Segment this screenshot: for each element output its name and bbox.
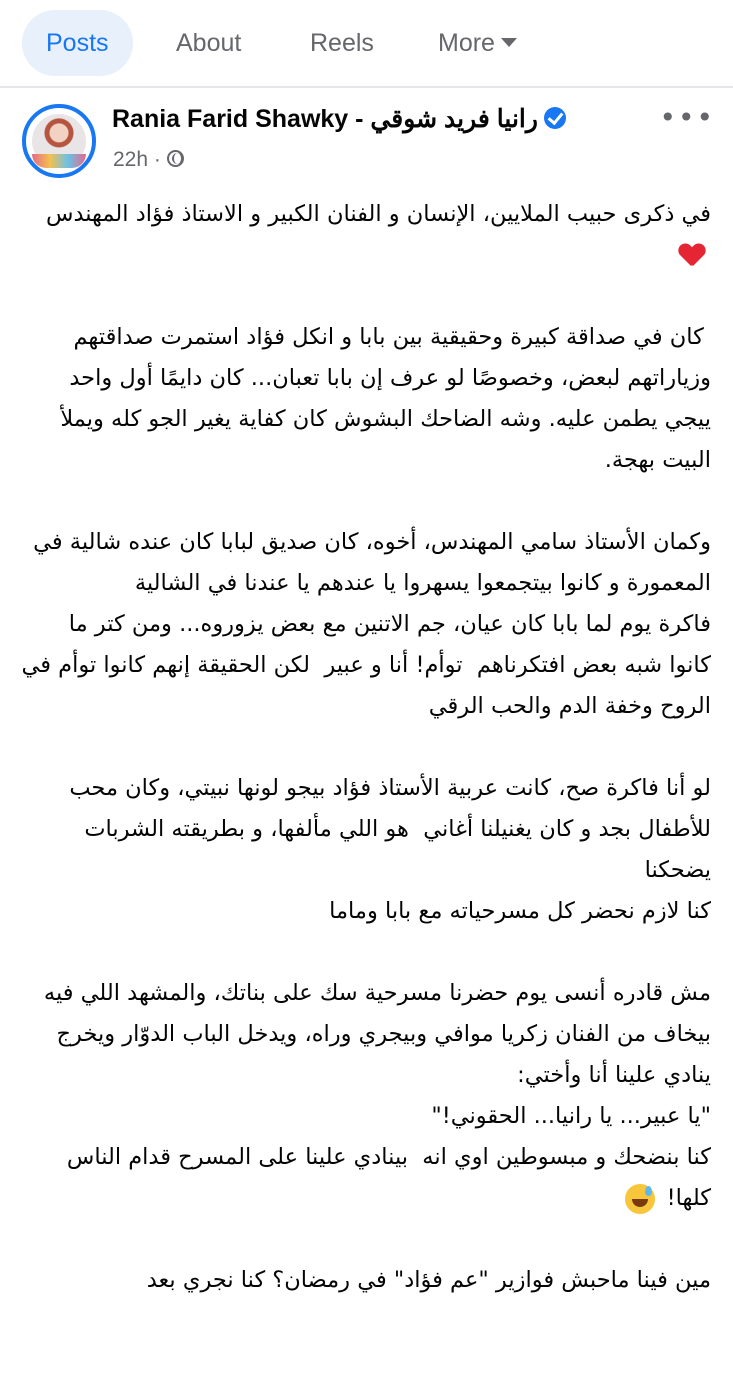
avatar[interactable] [22,104,96,178]
post-paragraph: كان في صداقة كبيرة وحقيقية بين بابا و انكل فؤاد استمرت صداقتهم وزياراتهم لبعض، وخصوصًا لو عرف إن بابا تعبان... كان دايمًا أول واحد ييجي يطمن عليه. وشه الضاحك البشوش كان كفاية يغير الجو كله ويملأ البيت بهجة. [53,324,711,473]
verified-badge-icon [544,107,566,129]
paragraph-spacer [20,481,711,522]
post-paragraph-text: في ذكرى حبيب الملايين، الإنسان و الفنان الكبير و الاستاذ فؤاد المهندس [45,201,711,227]
tab-more[interactable] [438,10,517,76]
more-options-icon[interactable]: ••• [659,101,715,134]
post-paragraph: لو أنا فاكرة صح، كانت عربية الأستاذ فؤاد بيجو لونها نبيتي، وكان محب للأطفال بجد و كان يغنيلنا أغاني هو اللي مألفها، و بطريقته الشربات يضحكنا كنا لازم نحضر كل مسرحياته مع بابا وماما [69,775,711,924]
tab-more-label: More [438,29,495,57]
post-meta-separator: · [153,148,161,171]
tab-about[interactable]: About [176,29,242,57]
post-paragraph: وكمان الأستاذ سامي المهندس، أخوه، كان صديق لبابا كان عنده شالية في المعمورة و كانوا بيتجمعوا يسهروا يا عندهم يا عندنا في الشالية فاكرة يوم لما بابا كان عيان، جم الاتنين مع بعض يزوروه... ومن كتر ما كانوا شبه بعض افتكرناهم توأم! أنا و عبير لكن الحقيقة إنهم كانوا توأم في الروح وخفة الدم والحب الرقي [21,529,711,719]
paragraph-spacer [20,1219,711,1260]
avatar-decoration [32,154,86,168]
post-timestamp[interactable]: 22h [113,148,149,171]
paragraph-spacer [20,727,711,768]
profile-tabs [0,0,733,88]
post-meta [113,148,184,172]
post-paragraph-text: مش قادره أنسى يوم حضرنا مسرحية سك على بناتك، والمشهد اللي فيه بيخاف من الفنان زكريا موافي وبيجري وراه، ويدخل الباب الدوّار ويخرج ينادي علينا أنا وأختي: "يا عبير... يا رانيا... الحقوني!" كنا بنضحك و مبسوطين اوي انه بينادي علينا على المسرح قدام الناس كلها! [43,980,711,1211]
paragraph-spacer [20,932,711,973]
post-author[interactable] [112,104,566,134]
tab-reels[interactable]: Reels [310,29,374,57]
heart-emoji-icon [679,244,705,268]
laughing-sweat-emoji-icon [625,1184,655,1214]
paragraph-spacer [20,276,711,317]
post-paragraph: مين فينا ماحبش فوازير "عم فؤاد" في رمضان؟ كنا نجري بعد [146,1267,711,1293]
post-paragraph [20,194,711,276]
tab-posts[interactable]: Posts [22,10,133,76]
post-paragraph [20,973,711,1219]
globe-icon[interactable] [167,150,184,167]
post-body [20,194,711,1301]
post-author-name[interactable]: Rania Farid Shawky - رانيا فريد شوقي [112,105,538,133]
chevron-down-icon [501,38,517,47]
